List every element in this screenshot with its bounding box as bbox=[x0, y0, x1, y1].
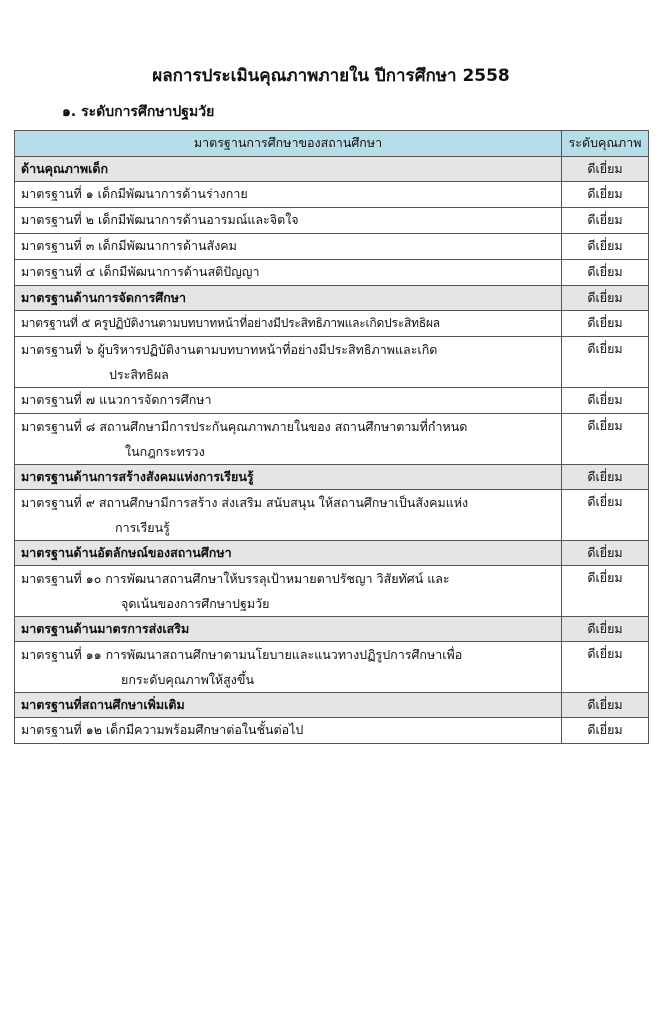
table-row bbox=[15, 642, 649, 693]
table-header-row bbox=[15, 131, 649, 157]
quality-level: ดีเยี่ยม bbox=[562, 311, 649, 337]
table-row bbox=[15, 208, 649, 234]
table-row bbox=[15, 718, 649, 744]
standard-text: มาตรฐานที่ ๗ แนวการจัดการศึกษา bbox=[15, 388, 562, 414]
category-row bbox=[15, 286, 649, 311]
category-label: มาตรฐานด้านการจัดการศึกษา bbox=[15, 286, 562, 311]
table-row bbox=[15, 260, 649, 286]
quality-level: ดีเยี่ยม bbox=[562, 157, 649, 182]
standard-text: มาตรฐานที่ ๒ เด็กมีพัฒนาการด้านอารมณ์และจิตใจ bbox=[15, 208, 562, 234]
header-quality-level: ระดับคุณภาพ bbox=[562, 131, 649, 157]
quality-level: ดีเยี่ยม bbox=[562, 337, 649, 388]
standard-text: มาตรฐานที่ ๕ ครูปฏิบัติงานตามบทบาทหน้าที่อย่างมีประสิทธิภาพและเกิดประสิทธิผล bbox=[15, 311, 562, 337]
quality-level: ดีเยี่ยม bbox=[562, 693, 649, 718]
table-row bbox=[15, 490, 649, 541]
quality-level: ดีเยี่ยม bbox=[562, 718, 649, 744]
quality-level: ดีเยี่ยม bbox=[562, 388, 649, 414]
standard-text: มาตรฐานที่ ๘ สถานศึกษามีการประกันคุณภาพภายในของ สถานศึกษาตามที่กำหนด bbox=[21, 419, 468, 434]
standard-text-continued: ยกระดับคุณภาพให้สูงขึ้น bbox=[121, 672, 254, 687]
header-standard: มาตรฐานการศึกษาของสถานศึกษา bbox=[15, 131, 562, 157]
quality-standards-table bbox=[14, 130, 649, 744]
quality-level: ดีเยี่ยม bbox=[562, 286, 649, 311]
quality-level: ดีเยี่ยม bbox=[562, 541, 649, 566]
standard-text: มาตรฐานที่ ๔ เด็กมีพัฒนาการด้านสติปัญญา bbox=[15, 260, 562, 286]
category-label: ด้านคุณภาพเด็ก bbox=[15, 157, 562, 182]
standard-text-continued: ประสิทธิผล bbox=[109, 367, 169, 382]
table-row bbox=[15, 388, 649, 414]
table-row bbox=[15, 414, 649, 465]
category-row bbox=[15, 157, 649, 182]
quality-level: ดีเยี่ยม bbox=[562, 414, 649, 465]
standard-text-continued: จุดเน้นของการศึกษาปฐมวัย bbox=[121, 596, 270, 611]
table-row bbox=[15, 566, 649, 617]
standard-text: มาตรฐานที่ ๖ ผู้บริหารปฏิบัติงานตามบทบาทหน้าที่อย่างมีประสิทธิภาพและเกิด bbox=[21, 342, 438, 357]
quality-level: ดีเยี่ยม bbox=[562, 566, 649, 617]
category-row bbox=[15, 693, 649, 718]
quality-level: ดีเยี่ยม bbox=[562, 182, 649, 208]
quality-level: ดีเยี่ยม bbox=[562, 642, 649, 693]
table-row bbox=[15, 311, 649, 337]
quality-level: ดีเยี่ยม bbox=[562, 617, 649, 642]
standard-text: มาตรฐานที่ ๓ เด็กมีพัฒนาการด้านสังคม bbox=[15, 234, 562, 260]
standard-text: มาตรฐานที่ ๙ สถานศึกษามีการสร้าง ส่งเสริม สนับสนุน ให้สถานศึกษาเป็นสังคมแห่ง bbox=[21, 495, 469, 510]
category-row bbox=[15, 465, 649, 490]
standard-text: มาตรฐานที่ ๑ เด็กมีพัฒนาการด้านร่างกาย bbox=[15, 182, 562, 208]
category-label: มาตรฐานด้านการสร้างสังคมแห่งการเรียนรู้ bbox=[15, 465, 562, 490]
table-row bbox=[15, 182, 649, 208]
category-row bbox=[15, 617, 649, 642]
category-row bbox=[15, 541, 649, 566]
quality-level: ดีเยี่ยม bbox=[562, 208, 649, 234]
standard-text-continued: การเรียนรู้ bbox=[115, 520, 170, 535]
page-title: ผลการประเมินคุณภาพภายใน ปีการศึกษา 2558 bbox=[152, 66, 510, 86]
quality-level: ดีเยี่ยม bbox=[562, 490, 649, 541]
table-row bbox=[15, 337, 649, 388]
standard-text: มาตรฐานที่ ๑๒ เด็กมีความพร้อมศึกษาต่อในชั้นต่อไป bbox=[15, 718, 562, 744]
category-label: มาตรฐานด้านอัตลักษณ์ของสถานศึกษา bbox=[15, 541, 562, 566]
quality-level: ดีเยี่ยม bbox=[562, 260, 649, 286]
table-row bbox=[15, 234, 649, 260]
quality-level: ดีเยี่ยม bbox=[562, 234, 649, 260]
standard-text: มาตรฐานที่ ๑๑ การพัฒนาสถานศึกษาตามนโยบายและแนวทางปฏิรูปการศึกษาเพื่อ bbox=[21, 647, 463, 662]
standard-text: มาตรฐานที่ ๑๐ การพัฒนาสถานศึกษาให้บรรลุเป้าหมายตาปรัชญา วิสัยทัศน์ และ bbox=[21, 571, 450, 586]
section-heading: ๑. ระดับการศึกษาปฐมวัย bbox=[62, 104, 215, 120]
quality-level: ดีเยี่ยม bbox=[562, 465, 649, 490]
standard-text-continued: ในกฎกระทรวง bbox=[125, 444, 205, 459]
category-label: มาตรฐานที่สถานศึกษาเพิ่มเติม bbox=[15, 693, 562, 718]
category-label: มาตรฐานด้านมาตรการส่งเสริม bbox=[15, 617, 562, 642]
